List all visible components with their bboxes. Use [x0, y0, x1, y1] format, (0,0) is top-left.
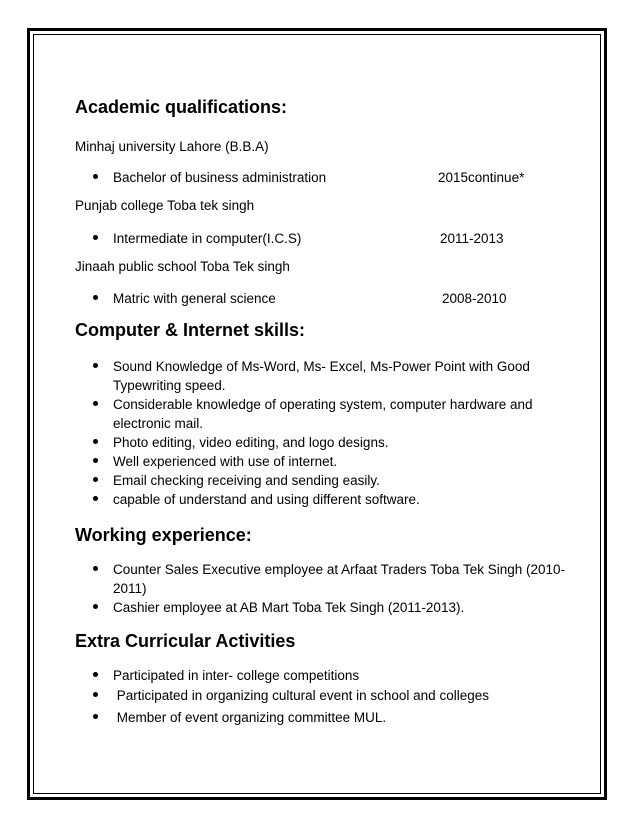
skills-text-3: Photo editing, video editing, and logo designs.: [113, 435, 389, 450]
bullet-icon: [93, 439, 98, 444]
bullet-icon: [93, 692, 98, 697]
bullet-icon: [93, 363, 98, 368]
bullet-icon: [93, 174, 98, 179]
academic-institution-1: Minhaj university Lahore (B.B.A): [75, 139, 269, 154]
bullet-icon: [93, 458, 98, 463]
extra-text-2: Participated in organizing cultural event in school and colleges: [113, 688, 489, 703]
bullet-icon: [93, 566, 98, 571]
bullet-icon: [93, 295, 98, 300]
academic-year-3: 2008-2010: [442, 291, 507, 306]
academic-year-1: 2015continue*: [438, 170, 525, 185]
bullet-icon: [93, 401, 98, 406]
skills-text-6: capable of understand and using different software.: [113, 492, 420, 507]
extra-text-3: Member of event organizing committee MUL.: [113, 710, 387, 725]
academic-degree-3: Matric with general science: [113, 291, 276, 306]
experience-text-1: Counter Sales Executive employee at Arfaat Traders Toba Tek Singh (2010-2011): [113, 562, 566, 596]
academic-institution-2: Punjab college Toba tek singh: [75, 198, 255, 213]
extra-heading: Extra Curricular Activities: [75, 631, 296, 651]
skills-text-2: Considerable knowledge of operating system, computer hardware and electronic mail.: [113, 397, 533, 431]
skills-text-5: Email checking receiving and sending easily.: [113, 473, 380, 488]
academic-institution-3: Jinaah public school Toba Tek singh: [75, 259, 290, 274]
bullet-icon: [93, 672, 98, 677]
experience-heading: Working experience:: [75, 525, 252, 545]
bullet-icon: [93, 604, 98, 609]
experience-text-2: Cashier employee at AB Mart Toba Tek Singh (2011-2013).: [113, 600, 465, 615]
academic-year-2: 2011-2013: [440, 231, 504, 246]
skills-text-4: Well experienced with use of internet.: [113, 454, 338, 469]
academic-heading: Academic qualifications:: [75, 97, 288, 117]
extra-text-1: Participated in inter- college competitions: [113, 668, 360, 683]
academic-degree-1: Bachelor of business administration: [113, 170, 327, 185]
academic-degree-2: Intermediate in computer(I.C.S): [113, 231, 302, 246]
bullet-icon: [93, 477, 98, 482]
bullet-icon: [93, 496, 98, 501]
bullet-icon: [93, 714, 98, 719]
skills-text-1: Sound Knowledge of Ms-Word, Ms- Excel, Ms-Power Point with Good Typewriting speed.: [113, 359, 530, 393]
bullet-icon: [93, 235, 98, 240]
skills-heading: Computer & Internet skills:: [75, 320, 306, 340]
